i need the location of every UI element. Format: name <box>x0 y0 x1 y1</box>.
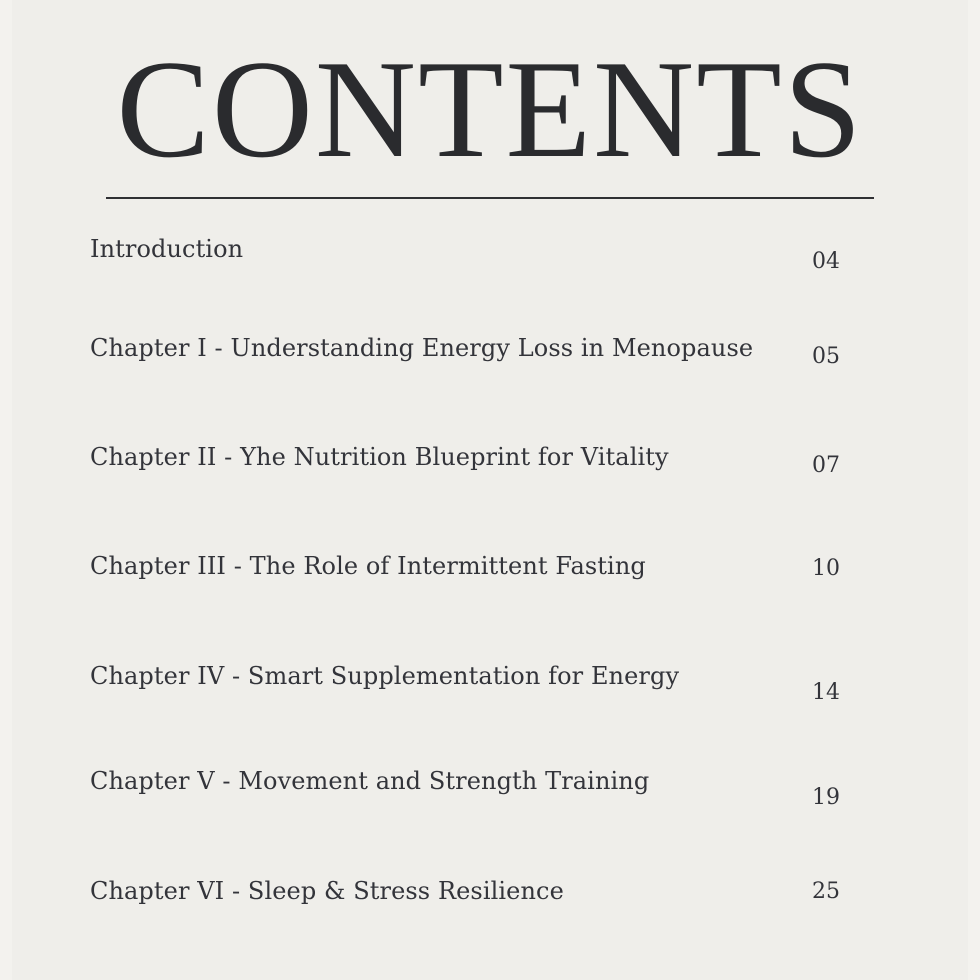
toc-entry-label: Chapter III - The Role of Intermittent Fasting <box>90 552 646 580</box>
toc-entry-chapter-1[interactable] <box>0 332 980 392</box>
toc-entry-label: Chapter V - Movement and Strength Training <box>90 767 650 795</box>
toc-entry-page-number: 25 <box>812 879 840 904</box>
toc-entry-chapter-5[interactable] <box>0 765 980 825</box>
toc-entry-label: Introduction <box>90 235 244 263</box>
toc-entry-label: Chapter II - Yhe Nutrition Blueprint for Vitality <box>90 443 669 471</box>
toc-entry-page-number: 10 <box>812 556 840 581</box>
toc-entry-page-number: 07 <box>812 453 840 478</box>
toc-entry-page-number: 14 <box>812 680 840 705</box>
toc-entry-chapter-3[interactable] <box>0 550 980 610</box>
toc-entry-introduction[interactable] <box>0 233 980 293</box>
toc-entry-label: Chapter VI - Sleep & Stress Resilience <box>90 877 564 905</box>
toc-entry-chapter-2[interactable] <box>0 441 980 501</box>
toc-entry-chapter-4[interactable] <box>0 660 980 720</box>
toc-entry-page-number: 05 <box>812 344 840 369</box>
title-divider <box>106 197 874 199</box>
toc-entry-chapter-6[interactable] <box>0 875 980 935</box>
toc-entry-page-number: 04 <box>812 249 840 274</box>
toc-entry-label: Chapter I - Understanding Energy Loss in Menopause <box>90 334 754 362</box>
page-title: CONTENTS <box>116 32 864 187</box>
toc-entry-page-number: 19 <box>812 785 840 810</box>
toc-entry-label: Chapter IV - Smart Supplementation for Energy <box>90 662 680 690</box>
